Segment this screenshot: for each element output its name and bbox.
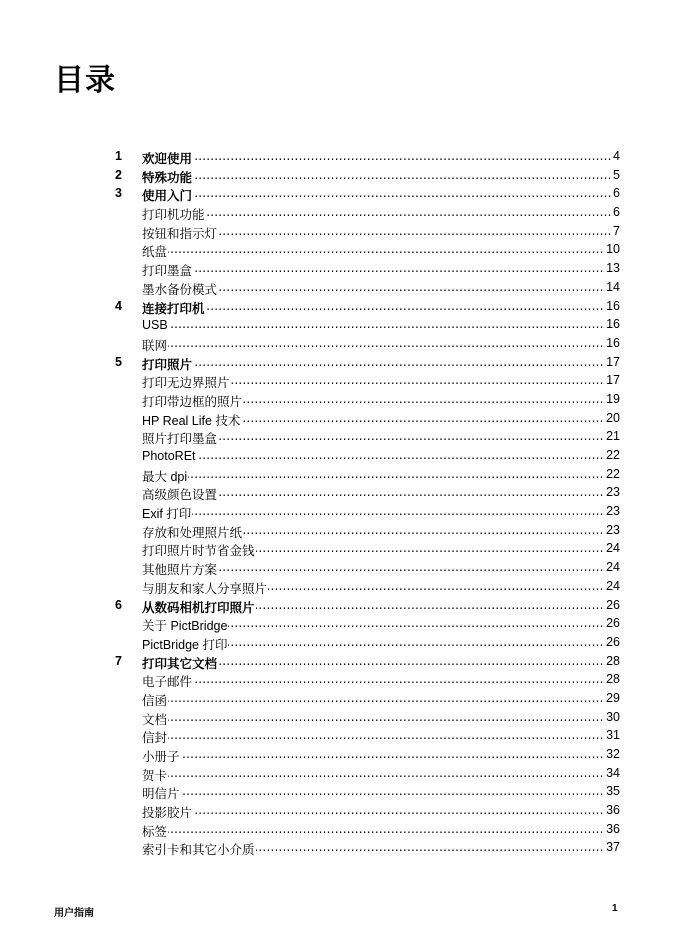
toc-entry-label[interactable]: 联网 [142,338,168,353]
toc-section-row[interactable] [115,634,620,653]
toc-page-number: 4 [613,149,620,163]
toc-entry-label[interactable]: 关于 PictBridge [142,619,228,634]
table-of-contents [115,148,620,858]
toc-page-number: 24 [606,541,620,556]
toc-section-row[interactable] [115,765,620,784]
toc-entry-label[interactable]: 标签 [142,824,168,839]
toc-entry[interactable] [142,803,620,821]
toc-entry-label[interactable]: 欢迎使用 [142,152,193,166]
toc-entry-label[interactable]: 打印机功能 [142,208,205,223]
toc-chapter-row[interactable] [115,653,620,672]
toc-page-number: 13 [606,261,620,276]
toc-entry-label[interactable]: 其他照片方案 [142,563,218,578]
toc-entry[interactable] [142,392,620,410]
toc-section-row[interactable] [115,690,620,709]
toc-section-row[interactable] [115,802,620,821]
toc-section-row[interactable] [115,316,620,335]
toc-page-number: 26 [606,616,620,631]
toc-page-number: 23 [606,504,620,519]
toc-section-row[interactable] [115,783,620,802]
toc-entry-label[interactable]: 连接打印机 [142,301,205,316]
toc-entry-label[interactable]: 墨水备份模式 [142,282,218,297]
toc-chapter-number: 6 [115,597,122,612]
toc-page-number: 36 [606,821,620,836]
toc-page-number: 21 [606,429,620,444]
toc-entry-label[interactable]: 打印带边框的照片 [142,394,243,409]
toc-entry-label[interactable]: HP Real Life 技术 [142,413,241,428]
toc-entry[interactable] [142,261,620,279]
toc-page-number: 7 [613,223,620,238]
toc-entry[interactable] [142,822,620,840]
toc-section-row[interactable] [115,578,620,597]
toc-entry-label[interactable]: 按钮和指示灯 [142,226,218,241]
toc-section-row[interactable] [115,279,620,298]
toc-entry-label[interactable]: 从数码相机打印照片 [142,600,255,615]
toc-entry[interactable] [142,616,620,634]
toc-section-row[interactable] [115,522,620,541]
toc-section-row[interactable] [115,709,620,728]
toc-chapter-number: 3 [115,186,122,201]
toc-entry-label[interactable]: 小册子 [142,750,180,764]
toc-entry[interactable] [142,691,620,709]
toc-entry-label[interactable]: 高级颜色设置 [142,488,218,503]
toc-page-number: 6 [613,186,620,201]
toc-entry[interactable] [142,448,620,463]
toc-entry[interactable] [142,635,620,653]
toc-section-row[interactable] [115,204,620,223]
toc-entry[interactable] [142,598,620,616]
toc-page-number: 17 [606,354,620,369]
toc-entry-label[interactable]: 照片打印墨盒 [142,432,218,447]
toc-entry-label[interactable]: 特殊功能 [142,170,193,185]
toc-entry-label[interactable]: 最大 dpi [142,469,188,484]
toc-section-row[interactable] [115,615,620,634]
toc-section-row[interactable] [115,540,620,559]
toc-entry[interactable] [142,485,620,503]
toc-chapter-row[interactable] [115,148,620,167]
toc-section-row[interactable] [115,410,620,429]
toc-page-number: 26 [606,634,620,649]
toc-section-row[interactable] [115,335,620,354]
toc-page-number: 28 [606,653,620,668]
toc-section-row[interactable] [115,503,620,522]
toc-page-number: 22 [606,448,620,462]
toc-entry[interactable] [142,373,620,391]
toc-section-row[interactable] [115,447,620,466]
toc-entry[interactable] [142,411,620,429]
toc-page-number: 19 [606,391,620,406]
toc-page-number: 17 [606,373,620,388]
page-title: 目录 [54,63,116,98]
toc-page-number: 24 [606,560,620,575]
toc-entry[interactable] [142,317,620,332]
toc-page-number: 34 [606,765,620,780]
toc-page-number: 10 [606,242,620,257]
toc-chapter-number: 1 [115,149,122,163]
toc-page-number: 35 [606,784,620,799]
toc-entry[interactable] [142,523,620,541]
toc-entry[interactable] [142,728,620,746]
toc-section-row[interactable] [115,746,620,765]
toc-section-row[interactable] [115,821,620,840]
toc-entry-label[interactable]: 打印其它文档 [142,656,218,671]
toc-entry[interactable] [142,560,620,578]
toc-entry-label[interactable]: Exif 打印 [142,507,192,522]
toc-section-row[interactable] [115,559,620,578]
toc-entry-label[interactable]: 索引卡和其它小介质 [142,843,255,858]
toc-entry[interactable] [142,672,620,690]
toc-section-row[interactable] [115,241,620,260]
toc-entry-label[interactable]: 存放和处理照片纸 [142,525,243,540]
toc-page-number: 36 [606,803,620,818]
toc-entry[interactable] [142,840,620,858]
toc-section-row[interactable] [115,839,620,858]
toc-page-number: 24 [606,578,620,593]
toc-entry-label[interactable]: 文档 [142,712,168,727]
toc-entry[interactable] [142,766,620,784]
toc-entry[interactable] [142,186,620,204]
toc-chapter-row[interactable] [115,167,620,186]
toc-entry-label[interactable]: USB [142,318,168,333]
toc-entry-label[interactable]: 纸盘 [142,245,168,260]
toc-page-number: 26 [606,597,620,612]
toc-page-number: 30 [606,709,620,724]
toc-entry[interactable] [142,205,620,223]
toc-section-row[interactable] [115,391,620,410]
toc-entry[interactable] [142,280,620,298]
toc-section-row[interactable] [115,484,620,503]
toc-section-row[interactable] [115,260,620,279]
toc-entry[interactable] [142,336,620,354]
toc-page-number: 20 [606,410,620,425]
toc-page-number: 16 [606,298,620,313]
footer-page-number: 1 [612,903,618,914]
toc-page-number: 5 [613,167,620,182]
toc-entry[interactable] [142,299,620,317]
toc-page-number: 16 [606,317,620,332]
toc-page-number: 32 [606,747,620,761]
toc-entry[interactable] [142,467,620,485]
toc-entry[interactable] [142,747,620,765]
toc-chapter-number: 7 [115,653,122,668]
toc-entry-label[interactable]: 打印照片 [142,357,193,372]
toc-entry-label[interactable]: 投影胶片 [142,806,193,821]
toc-entry-label[interactable]: 与朋友和家人分享照片 [142,581,268,596]
toc-entry[interactable] [142,654,620,672]
toc-section-row[interactable] [115,466,620,485]
toc-entry[interactable] [142,504,620,522]
toc-section-row[interactable] [115,671,620,690]
toc-chapter-row[interactable] [115,185,620,204]
toc-entry[interactable] [142,224,620,242]
toc-entry[interactable] [142,242,620,260]
toc-entry-label[interactable]: 使用入门 [142,189,193,204]
toc-entry-label[interactable]: 打印照片时节省金钱 [142,544,255,559]
toc-page-number: 23 [606,522,620,537]
toc-entry-label[interactable]: 信封 [142,731,168,746]
toc-chapter-row[interactable] [115,298,620,317]
toc-entry[interactable] [142,710,620,728]
toc-section-row[interactable] [115,223,620,242]
toc-entry-label[interactable]: 贺卡 [142,768,168,783]
toc-entry-label[interactable]: 电子邮件 [142,675,193,690]
toc-section-row[interactable] [115,727,620,746]
toc-page-number: 29 [606,690,620,705]
toc-page-number: 23 [606,485,620,500]
toc-entry[interactable] [142,541,620,559]
toc-chapter-number: 5 [115,354,122,369]
toc-section-row[interactable] [115,428,620,447]
toc-entry[interactable] [142,429,620,447]
toc-chapter-row[interactable] [115,354,620,373]
toc-entry-label[interactable]: 打印无边界照片 [142,376,230,391]
toc-entry-label[interactable]: PhotoREt [142,449,196,463]
toc-section-row[interactable] [115,372,620,391]
toc-entry-label[interactable]: 明信片 [142,787,180,802]
toc-page-number: 14 [606,279,620,294]
toc-page-number: 22 [606,466,620,481]
toc-entry[interactable] [142,168,620,186]
footer-guide-name: 用户指南 [54,908,94,919]
toc-entry-label[interactable]: 打印墨盒 [142,264,193,279]
toc-entry[interactable] [142,149,620,167]
toc-entry-label[interactable]: PictBridge 打印 [142,637,228,652]
toc-page-number: 16 [606,335,620,350]
toc-chapter-number: 2 [115,167,122,182]
toc-page-number: 6 [613,205,620,220]
toc-entry[interactable] [142,355,620,373]
toc-entry[interactable] [142,784,620,802]
toc-chapter-number: 4 [115,298,122,313]
toc-entry-label[interactable]: 信函 [142,693,168,708]
toc-page-number: 37 [606,840,620,855]
toc-entry[interactable] [142,579,620,597]
toc-chapter-row[interactable] [115,597,620,616]
toc-page-number: 31 [606,728,620,743]
toc-page-number: 28 [606,672,620,687]
